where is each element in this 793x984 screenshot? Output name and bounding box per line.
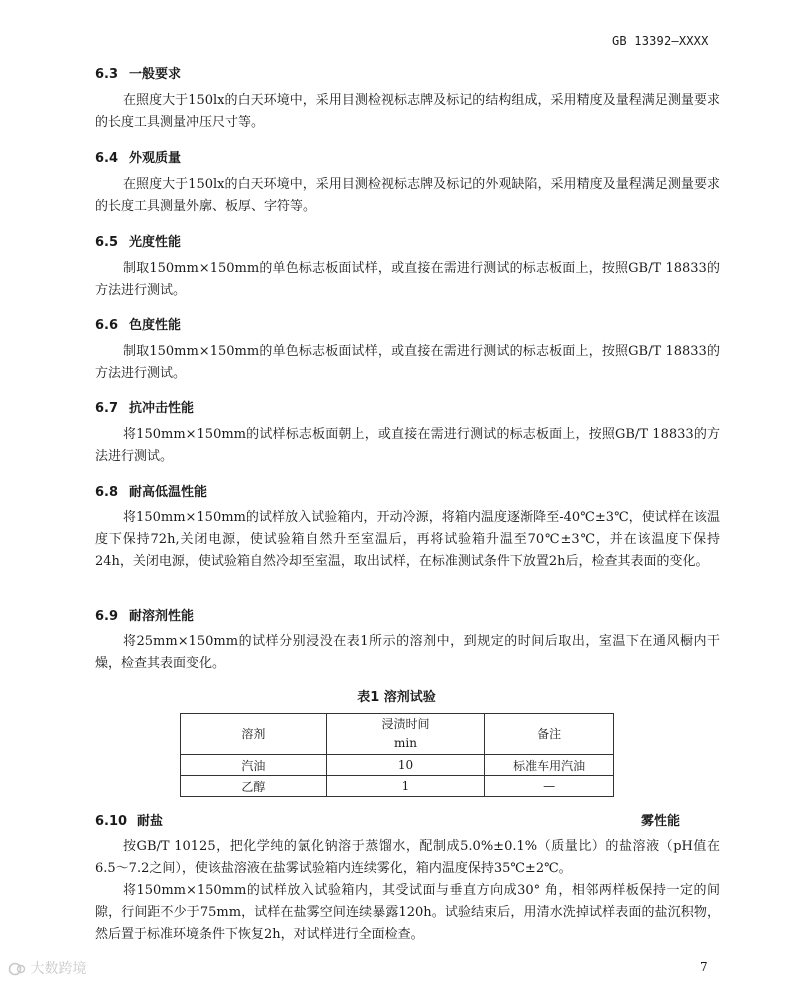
table-caption: 表1 溶剂试验 xyxy=(357,690,436,705)
section-heading-6-4: 6.4 外观质量 xyxy=(95,151,182,166)
table-cell-solvent: 乙醇 xyxy=(181,776,327,797)
table-cell-time: 1 xyxy=(326,776,485,797)
section-heading-6-10: 6.10 耐盐 xyxy=(95,814,164,829)
table-cell-solvent: 汽油 xyxy=(181,755,327,776)
section-heading-6-3: 6.3 一般要求 xyxy=(95,67,182,82)
section-heading-6-5: 6.5 光度性能 xyxy=(95,235,182,250)
section-paragraph: 制取150mm×150mm的单色标志板面试样，或直接在需进行测试的标志板面上，按照GB/T 18833的方法进行测试。 xyxy=(95,344,720,381)
section-paragraph: 制取150mm×150mm的单色标志板面试样，或直接在需进行测试的标志板面上，按照GB/T 18833的方法进行测试。 xyxy=(95,261,720,298)
standard-code: GB 13392—XXXX xyxy=(612,34,709,48)
watermark xyxy=(8,958,86,978)
section-heading-6-10-tail: 雾性能 xyxy=(641,814,681,829)
table-row xyxy=(181,776,614,797)
section-heading-6-7: 6.7 抗冲击性能 xyxy=(95,401,195,416)
section-paragraph: 在照度大于150lx的白天环境中，采用目测检视标志牌及标记的结构组成，采用精度及量程满足测量要求的长度工具测量冲压尺寸等。 xyxy=(95,93,720,130)
section-paragraph: 将150mm×150mm的试样放入试验箱内，开动冷源，将箱内温度逐渐降至-40℃±3℃，使试样在该温度下保持72h,关闭电源，使试验箱自然升至室温后，再将试验箱升温至70℃±3℃，并在该温度下保持24h，关闭电源，使试验箱自然冷却至室温，取出试样，在标准测试条件下放置2h后，检查其表面的变化。 xyxy=(95,510,720,569)
table-cell-remark: 标准车用汽油 xyxy=(485,755,614,776)
table-cell-remark: — xyxy=(485,776,614,797)
page-number: 7 xyxy=(700,960,708,974)
table-header-remark: 备注 xyxy=(485,714,614,755)
section-paragraph: 将150mm×150mm的试样标志板面朝上，或直接在需进行测试的标志板面上，按照GB/T 18833的方法进行测试。 xyxy=(95,427,720,464)
section-paragraph: 按GB/T 10125，把化学纯的氯化钠溶于蒸馏水，配制成5.0%±0.1%（质量比）的盐溶液（pH值在6.5～7.2之间），使该盐溶液在盐雾试验箱内连续雾化，箱内温度保持35℃±2℃。 xyxy=(95,839,720,876)
watermark-logo-icon xyxy=(8,962,26,976)
section-heading-6-6: 6.6 色度性能 xyxy=(95,318,182,333)
table-row xyxy=(181,755,614,776)
section-heading-6-8: 6.8 耐高低温性能 xyxy=(95,485,208,500)
section-paragraph: 将25mm×150mm的试样分别浸没在表1所示的溶剂中，到规定的时间后取出，室温下在通风橱内干燥，检查其表面变化。 xyxy=(95,634,720,671)
watermark-text: 大数跨境 xyxy=(30,961,87,977)
section-paragraph: 将150mm×150mm的试样放入试验箱内，其受试面与垂直方向成30° 角，相邻两样板保持一定的间隙，行间距不少于75mm，试样在盐雾空间连续暴露120h。试验结束后，用清水洗掉试样表面的盐沉积物，然后置于标准环境条件下恢复2h，对试样进行全面检查。 xyxy=(95,883,720,942)
solvent-test-table xyxy=(180,713,614,797)
table-header-immersion-time: 浸渍时间 min xyxy=(326,714,485,755)
table-header-solvent: 溶剂 xyxy=(181,714,327,755)
table-cell-time: 10 xyxy=(326,755,485,776)
section-paragraph: 在照度大于150lx的白天环境中，采用目测检视标志牌及标记的外观缺陷，采用精度及量程满足测量要求的长度工具测量外廓、板厚、字符等。 xyxy=(95,177,720,214)
section-heading-6-9: 6.9 耐溶剂性能 xyxy=(95,609,195,624)
